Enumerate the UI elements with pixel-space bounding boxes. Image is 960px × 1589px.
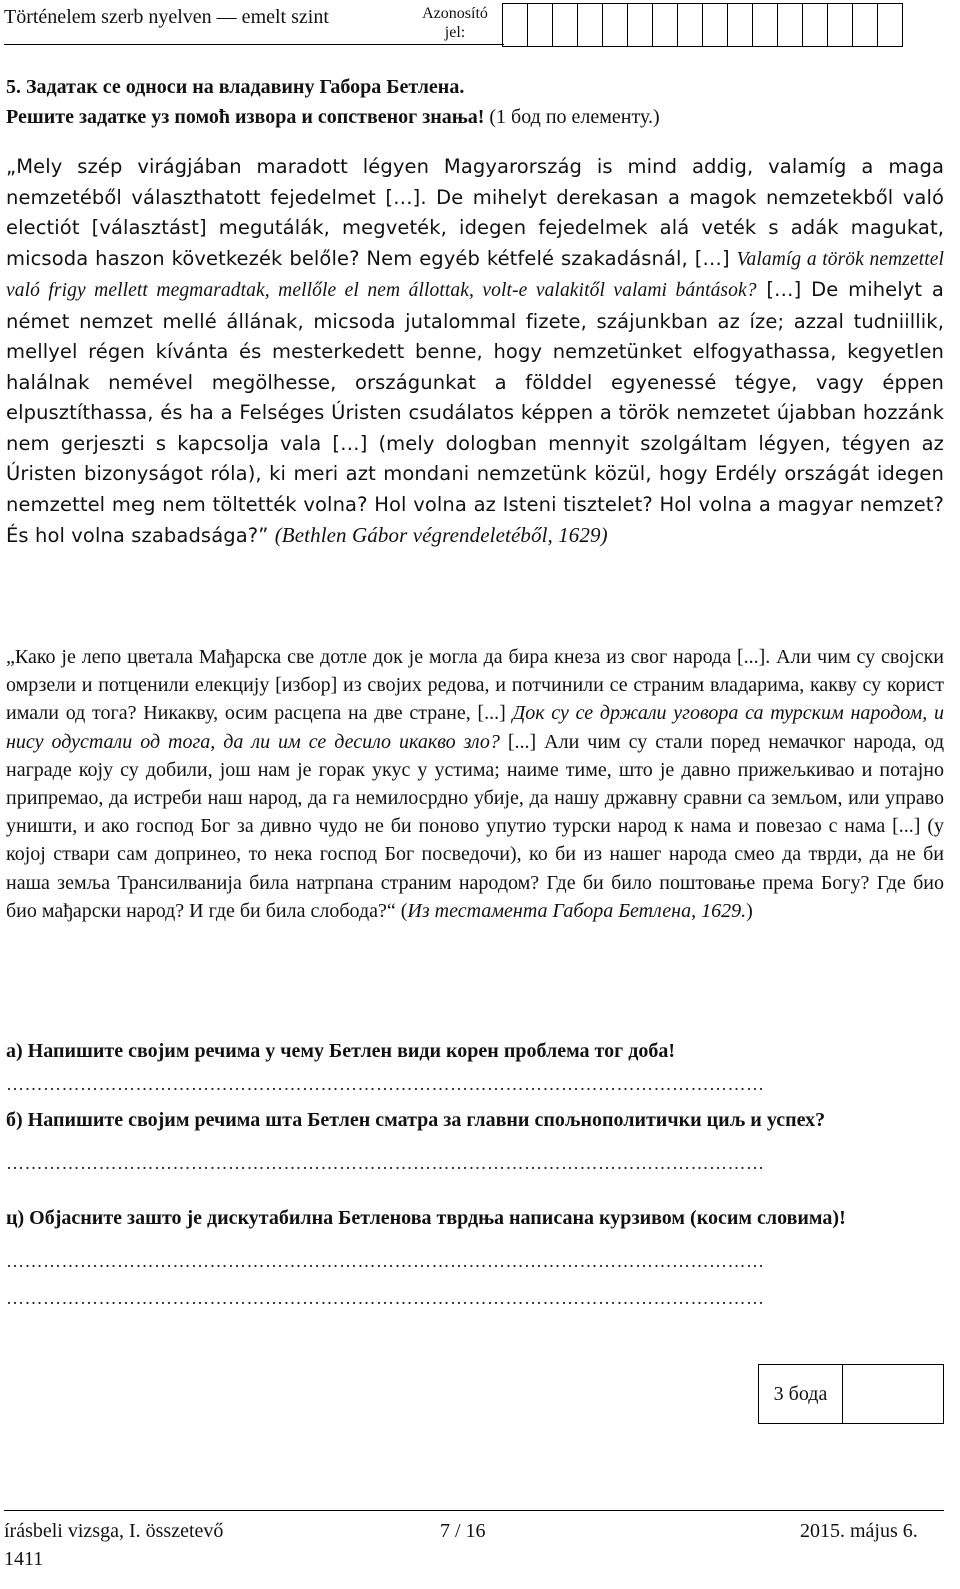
- footer-code: 1411: [4, 1548, 44, 1570]
- id-code-box[interactable]: [752, 3, 778, 47]
- score-box: [758, 1364, 944, 1424]
- id-code-box[interactable]: [502, 3, 528, 47]
- id-code-boxes: [503, 3, 903, 47]
- answer-line-b[interactable]: ……………………………………………………………………………………………………………: [6, 1153, 765, 1173]
- footer-divider: [4, 1510, 944, 1511]
- question-b-text: б) Напишите својим речима шта Бетлен сматра за главни спољнополитички циљ и успех?: [6, 1109, 826, 1131]
- id-code-box[interactable]: [852, 3, 878, 47]
- question-b: [6, 1105, 944, 1174]
- header-divider: [4, 44, 504, 45]
- id-code-box[interactable]: [677, 3, 703, 47]
- task-heading: [6, 72, 944, 132]
- footer-date: 2015. május 6.: [800, 1520, 918, 1542]
- id-code-box[interactable]: [652, 3, 678, 47]
- answer-line-c-2[interactable]: ……………………………………………………………………………………………………………: [6, 1288, 765, 1308]
- id-code-box[interactable]: [627, 3, 653, 47]
- footer-page-number: 7 / 16: [440, 1520, 486, 1542]
- task-points-note: (1 бод по елементу.): [484, 106, 660, 128]
- footer-exam-name: írásbeli vizsga, I. összetevő: [4, 1520, 224, 1542]
- id-code-box[interactable]: [777, 3, 803, 47]
- question-c: [6, 1203, 944, 1309]
- source-sr-italic-claim: Док су се држали уговора са турским народом, и нису одустали од тога, да ли им се десило икакво зло?: [6, 702, 945, 753]
- source-hu-italic-claim: Valamíg a török nemzettel való frigy mellett megmaradtak, mellőle el nem állottak, volt-e valakitől valami bántások?: [6, 248, 945, 301]
- task-title: 5. Задатак се односи на владавину Габора Бетлена.: [6, 76, 465, 98]
- source-text-serbian: [6, 643, 944, 925]
- question-c-text: ц) Објасните зашто је дискутабилна Бетленова тврдња написана курзивом (косим словима)!: [6, 1207, 846, 1229]
- source-hu-part-1: „Mely szép virágjában maradott légyen Magyarország is mind addig, valamíg a maga nemzetéből választhatott fejedelmet […]. De mihelyt derekasan a magok nemzetekből való electiót [választást] megutálák, megveték, idegen fejedelmek alá veték s adák magukat, micsoda haszon következék belőle? Nem egyéb kétfelé szakadásnál, […]: [6, 155, 944, 270]
- id-code-box[interactable]: [602, 3, 628, 47]
- id-code-box[interactable]: [552, 3, 578, 47]
- source-sr-reference-close: ): [746, 899, 753, 922]
- source-sr-reference: Из тестамента Габора Бетлена, 1629.: [407, 899, 747, 922]
- id-label: [416, 4, 494, 42]
- source-hu-part-2: […] De mihelyt a német nemzet mellé állának, micsoda jutalommal fizete, szájunkban az íze; azzal tudniillik, mellyel régen kívánta és mesterkedett benne, hogy nemzetünket elfogyathassa, kegyetlen halálnak nemével megölhesse, országunkat a földdel egyenessé tégye, vagy éppen elpusztíthassa, és ha a Felséges Úristen csudálatos képpen a török nemzetet újabban hozzánk nem gerjeszti s kapcsolja vala […] (mely dologban mennyit szolgáltam légyen, tégyen az Úristen bizonyságot róla), ki meri azt mondani nemzetünk közül, hogy Erdély országát idegen nemzettel meg nem töltették volna? Hol volna az Isteni tisztelet? Hol volna a magyar nemzet? És hol volna szabadsága?”: [6, 278, 944, 547]
- id-code-box[interactable]: [577, 3, 603, 47]
- id-code-box[interactable]: [727, 3, 753, 47]
- question-a: [6, 1036, 944, 1095]
- task-instruction: Решите задатке уз помоћ извора и сопственог знања!: [6, 106, 485, 128]
- answer-line-a[interactable]: ……………………………………………………………………………………………………………: [6, 1074, 765, 1094]
- question-a-text: а) Напишите својим речима у чему Бетлен види корен проблема тог доба!: [6, 1040, 675, 1062]
- source-hu-reference: (Bethlen Gábor végrendeletéből, 1629): [274, 523, 608, 547]
- id-label-line-1: Azonosító: [422, 5, 488, 22]
- score-label: 3 бода: [759, 1365, 843, 1423]
- id-code-box[interactable]: [702, 3, 728, 47]
- header-title: Történelem szerb nyelven — emelt szint: [4, 6, 329, 28]
- id-label-line-2: jel:: [444, 24, 466, 41]
- id-code-box[interactable]: [877, 3, 903, 47]
- score-entry-field[interactable]: [843, 1365, 943, 1423]
- id-code-box[interactable]: [802, 3, 828, 47]
- source-sr-part-2: [...] Али чим су стали поред немачког народа, од награде коју су добили, још нам је горак укус у устима; наиме тиме, што је давно прижељкивао и потајно припремао, да истреби наш народ, да га немилосрдно убије, да нашу државну сравни са земљом, или управо уништи, и ако господ Бог за дивно чудо не би поново упутио турски народ к нама и повезао с нама [...] (у којој ствари сам допринео, то нека господ Бог посведочи), ко би из нашег народа смео да тврди, да не би наша земља Трансилванија била натрпана страним народом? Где би било поштовање према Богу? Где био био мађарски народ? И где би била слобода?“ (: [6, 730, 944, 922]
- source-text-hungarian: [6, 152, 944, 552]
- source-sr-part-1: „Како је лепо цветала Мађарска све дотле док је могла да бира кнеза из свог народа [...]. Али чим су својски омрзели и потценили елекцију [избор] из својих редова, и потчинили се страним владарима, какву су корист имали од тога? Никакву, осим расцепа на две стране, [...]: [6, 646, 944, 725]
- id-code-box[interactable]: [827, 3, 853, 47]
- id-code-box[interactable]: [527, 3, 553, 47]
- answer-line-c-1[interactable]: ……………………………………………………………………………………………………………: [6, 1251, 765, 1271]
